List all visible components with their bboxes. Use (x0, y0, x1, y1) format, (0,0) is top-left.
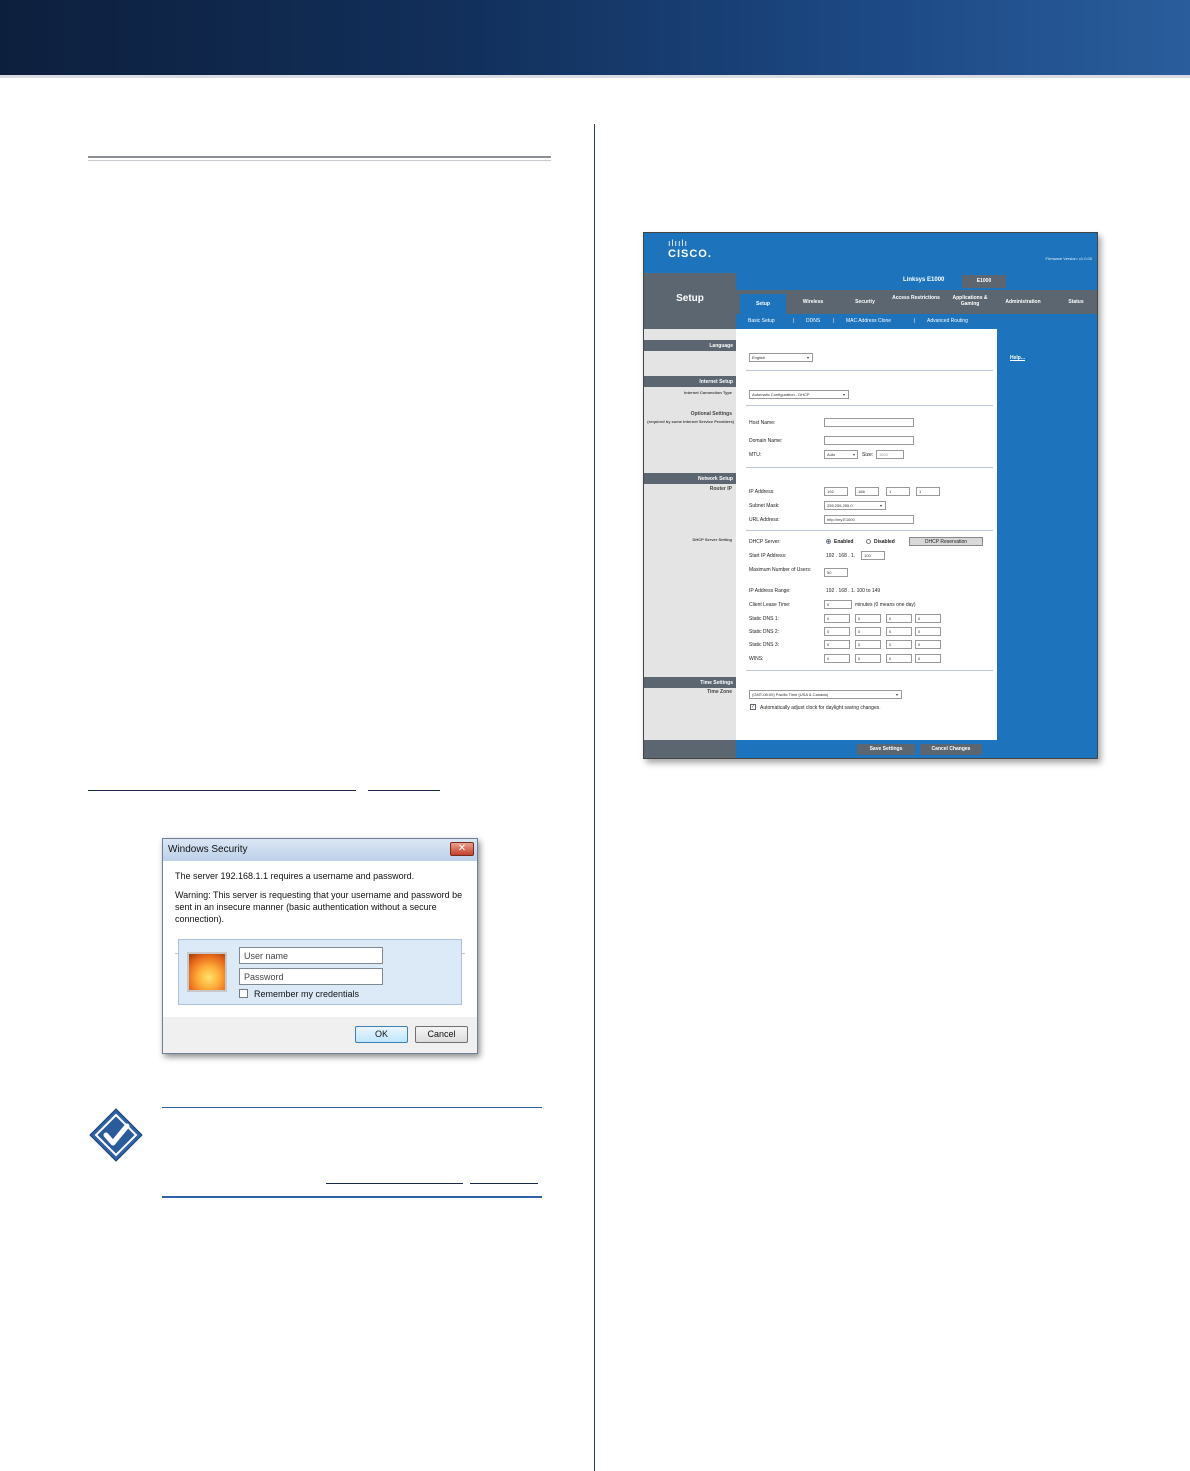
divider (746, 405, 993, 406)
dhcp-enabled-label: Enabled (834, 539, 854, 545)
note-top-rule (162, 1107, 542, 1108)
user-avatar (187, 952, 227, 992)
chevron-down-icon: ▾ (895, 692, 898, 697)
sub-tabs (736, 314, 1098, 329)
link-underline (88, 790, 356, 791)
connection-type-select[interactable] (749, 390, 849, 399)
label-dhcp-setting: DHCP Server Setting (692, 537, 732, 542)
mtu-label: MTU: (749, 452, 762, 458)
header-language: Language (644, 340, 736, 351)
windows-security-dialog (162, 838, 478, 1054)
subtab-basic-setup[interactable]: Basic Setup (748, 318, 775, 324)
static-dns-3-label: Static DNS 3: (749, 642, 780, 648)
router-top-bar (644, 233, 1098, 273)
mtu-value: Auto (827, 452, 836, 457)
dns2-octet[interactable]: 0 (915, 627, 941, 636)
url-label: URL Address: (749, 517, 780, 523)
dns3-octet[interactable]: 0 (824, 640, 850, 649)
ip-octet-2[interactable]: 168 (855, 487, 879, 496)
dns1-octet[interactable]: 0 (886, 614, 912, 623)
cisco-bars-icon: ılıılı (668, 238, 689, 248)
chevron-down-icon: ▾ (842, 392, 845, 397)
chevron-down-icon: ▾ (806, 355, 809, 360)
dhcp-disabled-radio[interactable] (866, 539, 871, 544)
cisco-wordmark: CISCO. (668, 248, 712, 260)
url-input[interactable]: http://my.E1000 (824, 515, 914, 524)
subtab-separator: | (833, 318, 835, 324)
router-setup-screenshot (643, 232, 1098, 759)
dhcp-disabled-label: Disabled (874, 539, 895, 545)
ip-range-label: IP Address Range: (749, 588, 791, 594)
cancel-changes-button[interactable]: Cancel Changes (920, 744, 982, 755)
link-underline (368, 790, 440, 791)
tab-setup[interactable]: Setup (740, 294, 786, 314)
ip-octet-1[interactable]: 192 (824, 487, 848, 496)
subtab-separator: | (914, 318, 916, 324)
language-select[interactable] (749, 353, 813, 362)
subtab-separator: | (793, 318, 795, 324)
time-zone-select[interactable] (749, 690, 902, 699)
ip-octet-4[interactable]: 1 (916, 487, 940, 496)
domain-name-input[interactable] (824, 436, 914, 445)
dst-label: Automatically adjust clock for daylight saving changes. (760, 705, 881, 711)
max-users-label: Maximum Number of Users: (749, 567, 812, 573)
help-link[interactable]: Help... (1010, 355, 1026, 361)
dns2-octet[interactable]: 0 (824, 627, 850, 636)
language-value: English (752, 355, 766, 360)
dns1-octet[interactable]: 0 (915, 614, 941, 623)
wins-octet[interactable]: 0 (886, 654, 912, 663)
label-time-zone: Time Zone (707, 689, 732, 695)
mtu-select[interactable] (824, 450, 858, 459)
dns2-octet[interactable]: 0 (886, 627, 912, 636)
start-ip-input[interactable]: 100 (861, 551, 885, 560)
divider (746, 530, 993, 531)
dst-checkbox[interactable]: ✓ (751, 704, 756, 710)
dhcp-enabled-radio[interactable] (826, 539, 831, 544)
firmware-version: Firmware Version: v1.0.00 (1045, 256, 1092, 261)
wins-octet[interactable]: 0 (824, 654, 850, 663)
link-underline (470, 1183, 538, 1184)
start-ip-label: Start IP Address: (749, 553, 787, 559)
tab-administration[interactable]: Administration (1005, 299, 1041, 305)
ip-octet-3[interactable]: 1 (886, 487, 910, 496)
header-banner (0, 0, 1190, 75)
header-rule (0, 75, 1190, 78)
subtab-mac-clone[interactable]: MAC Address Clone (846, 318, 892, 324)
cisco-logo (668, 238, 712, 260)
dns2-octet[interactable]: 0 (855, 627, 881, 636)
wins-label: WINS: (749, 656, 764, 662)
dns3-octet[interactable]: 0 (855, 640, 881, 649)
password-field[interactable]: Password (239, 968, 383, 985)
model-badge: E1000 (962, 275, 1006, 288)
dhcp-reservation-button[interactable]: DHCP Reservation (909, 537, 983, 546)
header-network-setup: Network Setup (644, 473, 736, 484)
ip-address-label: IP Address: (749, 489, 775, 495)
size-label: Size: (862, 452, 874, 458)
static-dns-1-label: Static DNS 1: (749, 616, 780, 622)
note-bottom-rule (162, 1196, 542, 1198)
dhcp-server-label: DHCP Server: (749, 539, 781, 545)
close-icon[interactable]: ✕ (450, 842, 474, 856)
header-time-settings: Time Settings (644, 677, 736, 688)
wins-octet[interactable]: 0 (915, 654, 941, 663)
domain-name-label: Domain Name: (749, 438, 783, 444)
size-input[interactable]: 1500 (876, 450, 904, 459)
static-dns-2-label: Static DNS 2: (749, 629, 780, 635)
cancel-button[interactable]: Cancel (415, 1026, 468, 1043)
tab-status[interactable]: Status (1068, 299, 1084, 305)
bottom-bar-left (644, 740, 736, 759)
chevron-down-icon: ▾ (879, 503, 882, 508)
start-ip-prefix: 192 . 168 . 1. (826, 553, 856, 559)
tab-access-restrictions[interactable]: Access Restrictions (892, 295, 940, 301)
subtab-advanced-routing[interactable]: Advanced Routing (927, 318, 968, 324)
username-field[interactable]: User name (239, 947, 383, 964)
host-name-label: Host Name: (749, 420, 776, 426)
product-name: Linksys E1000 (903, 277, 945, 283)
time-zone-value: (GMT-08:00) Pacific Time (USA & Canada) (752, 692, 829, 697)
wins-octet[interactable]: 0 (855, 654, 881, 663)
lease-input[interactable]: 0 (824, 600, 852, 609)
ok-button[interactable]: OK (355, 1026, 408, 1043)
subnet-value: 255.255.255.0 (827, 503, 853, 508)
label-router-ip: Router IP (709, 486, 732, 492)
dialog-message: The server 192.168.1.1 requires a username and password. (175, 871, 415, 881)
header-internet-setup: Internet Setup (644, 376, 736, 387)
subtab-ddns[interactable]: DDNS (806, 318, 821, 324)
credential-panel (178, 939, 462, 1005)
divider (746, 370, 993, 371)
subnet-select[interactable] (824, 501, 886, 510)
tab-security[interactable]: Security (855, 299, 875, 305)
checkmark-note-icon (88, 1107, 144, 1163)
max-users-input[interactable]: 50 (824, 568, 848, 577)
lease-unit: minutes (0 means one day) (855, 602, 916, 608)
chevron-down-icon: ▾ (852, 452, 855, 457)
column-divider (594, 124, 595, 1471)
remember-label: Remember my credentials (254, 989, 360, 999)
tab-applications-gaming[interactable]: Applications & Gaming (952, 295, 988, 307)
dialog-title: Windows Security (163, 839, 477, 861)
dns1-octet[interactable]: 0 (824, 614, 850, 623)
ip-range-value: 192 . 168 . 1. 100 to 149 (826, 588, 881, 594)
dns1-octet[interactable]: 0 (855, 614, 881, 623)
section-title: Setup (676, 293, 704, 304)
divider (746, 670, 993, 671)
help-column (997, 329, 1098, 759)
link-underline (326, 1183, 463, 1184)
tab-wireless[interactable]: Wireless (802, 299, 824, 305)
remember-checkbox[interactable] (239, 989, 248, 998)
subnet-label: Subnet Mask: (749, 503, 780, 509)
divider (746, 467, 993, 468)
label-optional-settings: Optional Settings (690, 411, 732, 417)
host-name-input[interactable] (824, 418, 914, 427)
label-connection-type: Internet Connection Type (684, 390, 732, 395)
dns3-octet[interactable]: 0 (915, 640, 941, 649)
label-optional-note: (required by some Internet Service Providers) (647, 419, 734, 424)
lease-label: Client Lease Time: (749, 602, 791, 608)
connection-type-value: Automatic Configuration - DHCP (752, 392, 810, 397)
save-settings-button[interactable]: Save Settings (857, 744, 915, 755)
dns3-octet[interactable]: 0 (886, 640, 912, 649)
dialog-warning: Warning: This server is requesting that your username and password be sent in an insecure manner (basic authentication without a secure connection). (175, 890, 463, 924)
section-rule (88, 156, 551, 161)
